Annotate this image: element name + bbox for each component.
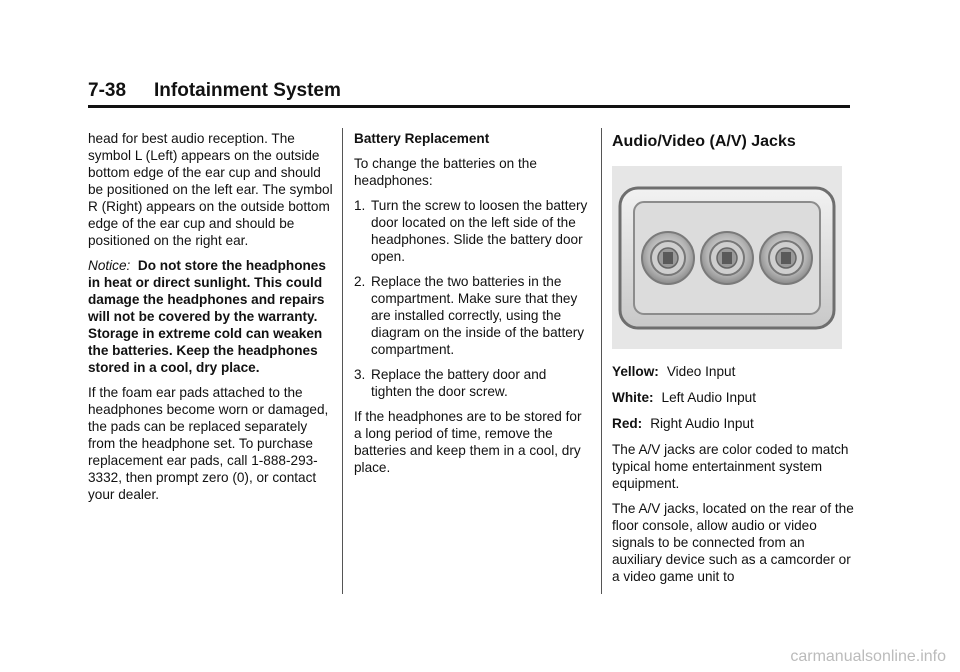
white-jack-icon <box>701 232 753 284</box>
step-text: Replace the two batteries in the compartment. Make sure that they are installed correctly, using the diagram on the inside of the battery compartment. <box>371 274 585 357</box>
step-number: 3. <box>354 367 366 382</box>
step-number: 1. <box>354 198 366 213</box>
jack-label: White: <box>612 390 654 405</box>
paragraph: The A/V jacks, located on the rear of the floor console, allow audio or video signals to be connected from an auxiliary device such as a camcorder or a video game unit to <box>612 501 854 584</box>
paragraph: If the headphones are to be stored for a long period of time, remove the batteries and keep them in a cool, dry place. <box>354 409 582 475</box>
jack-description: Left Audio Input <box>661 390 757 405</box>
jack-description: Video Input <box>666 364 736 379</box>
jack-label: Red: <box>612 416 643 431</box>
battery-replacement-heading: Battery Replacement <box>354 131 490 146</box>
page-header <box>88 79 850 108</box>
watermark: carmanualsonline.info <box>790 648 946 665</box>
notice-label: Notice: <box>88 258 131 273</box>
step-number: 2. <box>354 274 366 289</box>
yellow-jack-icon <box>642 232 694 284</box>
av-jacks-drawing <box>612 166 842 349</box>
red-jack-icon <box>760 232 812 284</box>
step-text: Replace the battery door and tighten the door screw. <box>371 367 547 399</box>
step-text: Turn the screw to loosen the battery door located on the left side of the headphones. Slide the battery door open. <box>371 198 588 264</box>
jack-label-line <box>612 363 858 380</box>
column-3 <box>612 132 858 593</box>
notice-text: Do not store the headphones in heat or direct sunlight. This could damage the headphones and repairs will not be covered by the warranty. Storage in extreme cold can weaken the batteries. Keep the headphones stored in a cool, dry place. <box>88 258 326 375</box>
jack-label: Yellow: <box>612 364 659 379</box>
paragraph: The A/V jacks are color coded to match typical home entertainment system equipment. <box>612 442 849 491</box>
column-divider <box>601 128 602 594</box>
list-item <box>354 366 590 400</box>
list-item <box>354 197 590 265</box>
jack-description: Right Audio Input <box>650 416 754 431</box>
jack-label-line <box>612 389 858 406</box>
av-jacks-heading: Audio/Video (A/V) Jacks <box>612 133 796 150</box>
paragraph: If the foam ear pads attached to the headphones become worn or damaged, the pads can be replaced separately from the headphone set. To purchase replacement ear pads, call 1-888-293-3332, then prompt zero (0), or contact your dealer. <box>88 385 329 502</box>
notice <box>88 257 334 376</box>
column-divider <box>342 128 343 594</box>
paragraph: To change the batteries on the headphones: <box>354 156 537 188</box>
column-1 <box>88 130 334 511</box>
section-title: Infotainment System <box>154 80 341 101</box>
jack-label-line <box>612 415 858 432</box>
paragraph: head for best audio reception. The symbol L (Left) appears on the outside bottom edge of the ear cup and should be positioned on the left ear. The symbol R (Right) appears on the outside bottom edge of the ear cup and should be positioned on the right ear. <box>88 131 333 248</box>
av-jacks-illustration <box>612 166 842 349</box>
steps-list <box>354 197 590 400</box>
list-item <box>354 273 590 358</box>
column-2 <box>354 130 590 484</box>
page-number: 7-38 <box>88 80 127 101</box>
